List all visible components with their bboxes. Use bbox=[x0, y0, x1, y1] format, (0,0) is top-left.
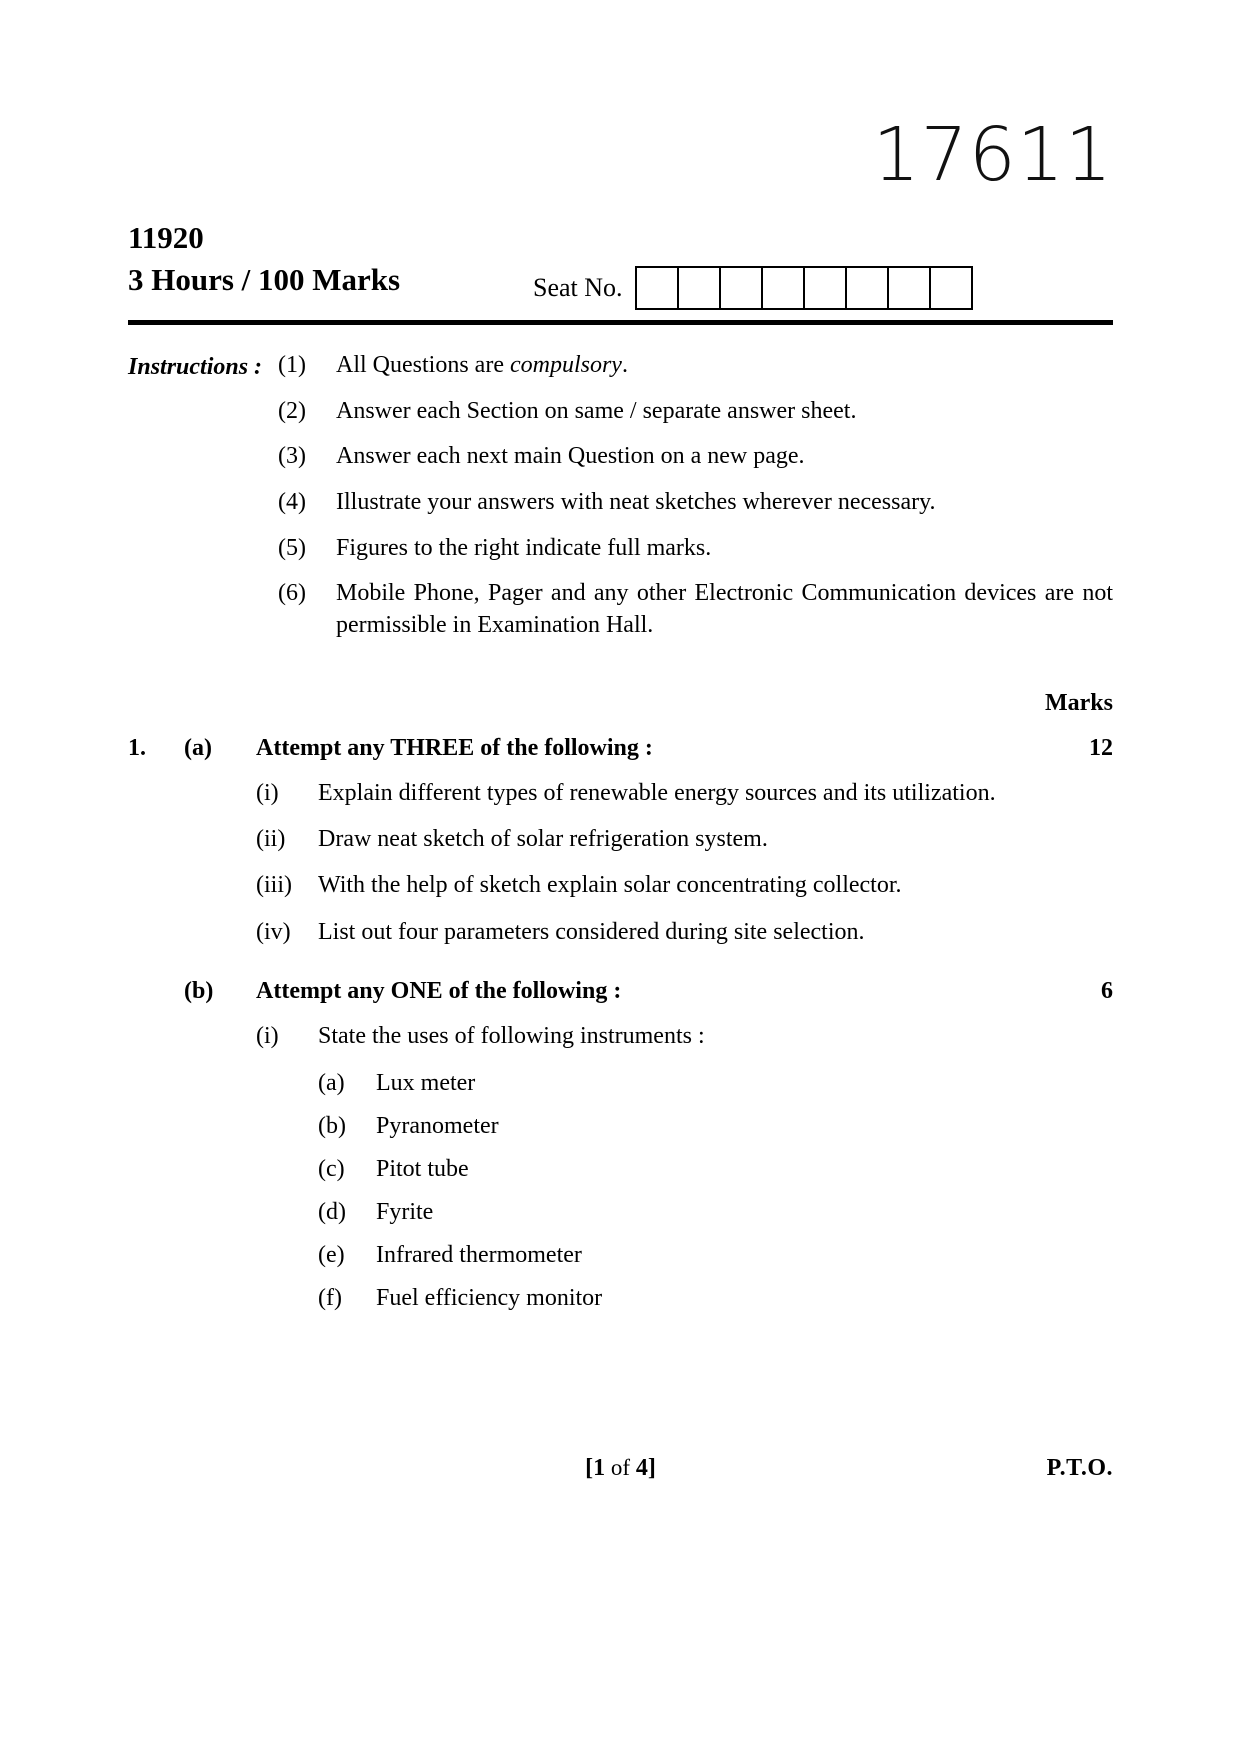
question-1a-subquestions bbox=[256, 778, 1113, 948]
page-content-area bbox=[128, 0, 1113, 1755]
instrument-item bbox=[318, 1113, 1113, 1140]
instruction-item bbox=[278, 533, 1113, 565]
instrument-item bbox=[318, 1285, 1113, 1312]
page-indicator-open: [1 bbox=[585, 1455, 606, 1481]
seat-number-cell[interactable] bbox=[847, 268, 889, 308]
seat-number-cell[interactable] bbox=[889, 268, 931, 308]
instruction-number: (2) bbox=[278, 397, 306, 424]
seat-number-cell[interactable] bbox=[763, 268, 805, 308]
header-divider-rule bbox=[128, 320, 1113, 325]
question-1b-heading bbox=[128, 978, 1113, 1005]
instruction-item bbox=[278, 578, 1113, 641]
seat-number-cell[interactable] bbox=[721, 268, 763, 308]
instrument-item-text: Pitot tube bbox=[376, 1155, 469, 1182]
instructions-list bbox=[278, 350, 1113, 656]
instruction-emphasis: compulsory bbox=[509, 352, 622, 378]
instruction-number: (6) bbox=[278, 580, 306, 607]
instruction-item bbox=[278, 487, 1113, 519]
subquestion-text: Explain different types of renewable energy sources and its utilization. bbox=[318, 780, 996, 806]
question-part-label-a: (a) bbox=[184, 735, 212, 761]
seat-number-cell[interactable] bbox=[931, 268, 973, 308]
seat-number-field bbox=[533, 266, 973, 310]
question-1b-marks: 6 bbox=[1101, 977, 1113, 1004]
subquestion-text: List out four parameters considered during site selection. bbox=[318, 918, 865, 945]
page-indicator bbox=[128, 1455, 1113, 1482]
instrument-item-number: (b) bbox=[318, 1112, 346, 1139]
instrument-item-text: Infrared thermometer bbox=[376, 1241, 582, 1268]
instrument-item bbox=[318, 1156, 1113, 1183]
question-part-label-b: (b) bbox=[184, 977, 214, 1004]
seat-number-cell[interactable] bbox=[679, 268, 721, 308]
subquestion bbox=[256, 778, 1113, 809]
instruction-text: Mobile Phone, Pager and any other Electronic Communication devices are not permissible in Examination Hall. bbox=[336, 580, 1113, 639]
duration-and-total-marks: 3 Hours / 100 Marks bbox=[128, 262, 401, 297]
instrument-item-number: (d) bbox=[318, 1198, 346, 1225]
subquestion-number: (ii) bbox=[256, 826, 286, 853]
question-1b-subquestions bbox=[256, 1021, 1113, 1052]
pto-label: P.T.O. bbox=[1046, 1455, 1113, 1481]
instruction-item bbox=[278, 350, 1113, 382]
subject-code: 11920 bbox=[128, 220, 204, 255]
instructions-label: Instructions : bbox=[128, 354, 263, 380]
instruction-number: (1) bbox=[278, 352, 306, 378]
instrument-item-number: (f) bbox=[318, 1284, 342, 1311]
marks-column-header: Marks bbox=[1045, 690, 1113, 716]
instrument-item bbox=[318, 1199, 1113, 1226]
page-footer bbox=[128, 1455, 1113, 1495]
instruction-text: Answer each Section on same / separate answer sheet. bbox=[336, 397, 857, 424]
instrument-item bbox=[318, 1070, 1113, 1097]
seat-number-cell[interactable] bbox=[637, 268, 679, 308]
subquestion-number: (i) bbox=[256, 1022, 279, 1049]
subquestion bbox=[256, 1021, 1113, 1052]
page-indicator-close: 4] bbox=[635, 1455, 656, 1481]
seat-number-label: Seat No. bbox=[533, 273, 623, 302]
instruction-item bbox=[278, 441, 1113, 473]
instruction-number: (4) bbox=[278, 489, 306, 516]
instruction-item bbox=[278, 396, 1113, 428]
subquestion bbox=[256, 870, 1113, 901]
instruction-text: Illustrate your answers with neat sketches wherever necessary. bbox=[336, 489, 936, 516]
subquestion-text: With the help of sketch explain solar concentrating collector. bbox=[318, 872, 902, 899]
question-1b-instrument-group bbox=[256, 1070, 1113, 1312]
seat-number-boxes[interactable] bbox=[635, 266, 973, 310]
question-number: 1. bbox=[128, 735, 146, 761]
subquestion-text: State the uses of following instruments : bbox=[318, 1022, 705, 1049]
paper-code: 17611 bbox=[872, 112, 1113, 198]
instruction-text: Figures to the right indicate full marks. bbox=[336, 534, 712, 561]
question-1a-heading bbox=[128, 735, 1113, 762]
instrument-list bbox=[318, 1070, 1113, 1312]
subquestion-text: Draw neat sketch of solar refrigeration system. bbox=[318, 826, 768, 853]
instruction-text: All Questions are compulsory. bbox=[336, 352, 628, 378]
instrument-item-number: (c) bbox=[318, 1155, 345, 1182]
instrument-item bbox=[318, 1242, 1113, 1269]
subquestion-number: (iii) bbox=[256, 872, 292, 899]
instrument-item-number: (e) bbox=[318, 1241, 345, 1268]
question-1b-title: Attempt any ONE of the following : bbox=[256, 977, 622, 1004]
instruction-text: Answer each next main Question on a new page. bbox=[336, 443, 805, 470]
instrument-item-text: Pyranometer bbox=[376, 1112, 499, 1139]
seat-number-cell[interactable] bbox=[805, 268, 847, 308]
instruction-number: (3) bbox=[278, 443, 306, 470]
instrument-item-text: Lux meter bbox=[376, 1069, 476, 1096]
question-1a-marks: 12 bbox=[1089, 735, 1113, 761]
page-indicator-of: of bbox=[605, 1455, 636, 1480]
instrument-item-text: Fyrite bbox=[376, 1198, 434, 1225]
subquestion-number: (i) bbox=[256, 780, 279, 806]
subquestion-number: (iv) bbox=[256, 918, 291, 945]
instrument-item-number: (a) bbox=[318, 1069, 345, 1096]
question-1-block bbox=[128, 735, 1113, 1328]
question-1a-title: Attempt any THREE of the following : bbox=[256, 735, 653, 761]
instrument-item-text: Fuel efficiency monitor bbox=[376, 1284, 603, 1311]
instruction-number: (5) bbox=[278, 534, 306, 561]
subquestion bbox=[256, 917, 1113, 948]
subquestion bbox=[256, 824, 1113, 855]
